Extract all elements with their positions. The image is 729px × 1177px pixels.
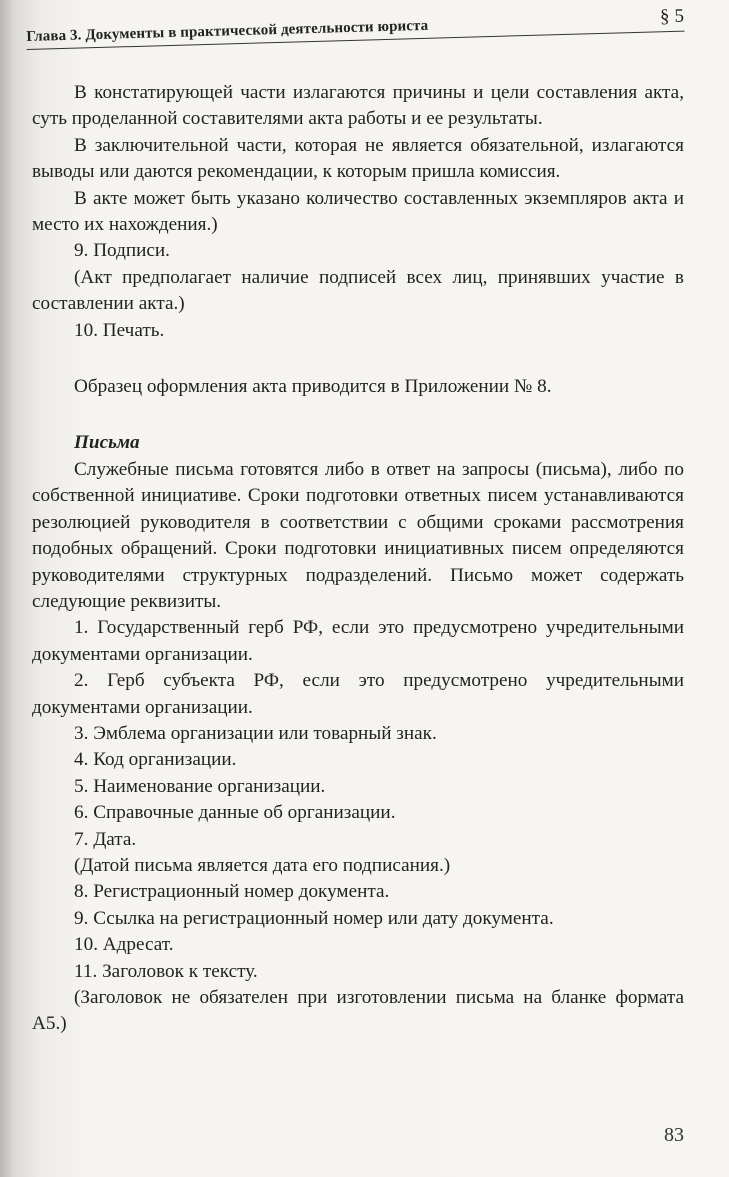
list-item-seal: 10. Печать. — [74, 319, 165, 341]
list-item: 5. Наименование организации. — [74, 775, 326, 797]
list-item: (Датой письма является дата его подписания.) — [74, 854, 451, 876]
paragraph-final-part: В заключительной части, которая не является обязательной, излагаются выводы или даются рекомендации, к которым пришла комиссия. — [32, 134, 684, 183]
page-number: 83 — [664, 1124, 684, 1146]
list-item: 7. Дата. — [74, 828, 137, 850]
list-item: 2. Герб субъекта РФ, если это предусмотрено учредительными документами организации. — [32, 670, 684, 718]
list-item: (Заголовок не обязателен при изготовлении письма на бланке формата А5.) — [32, 987, 684, 1035]
list-item: 9. Ссылка на регистрационный номер или дату документа. — [74, 907, 554, 929]
section-heading-letters: Письма — [74, 432, 140, 454]
spacer — [32, 344, 684, 374]
running-header — [26, 6, 684, 50]
paragraph-copies-count: В акте может быть указано количество составленных экземпляров акта и место их нахождения.) — [32, 187, 684, 236]
section-number: § 5 — [659, 5, 685, 28]
paragraph-ascertaining-part: В констатирующей части излагаются причины и цели составления акта, суть проделанной составителями акта работы и ее результаты. — [32, 82, 684, 130]
list-item: 10. Адресат. — [74, 934, 174, 956]
note-signatures: (Акт предполагает наличие подписей всех лиц, принявших участие в составлении акта.) — [32, 266, 684, 315]
page-body — [32, 80, 684, 1038]
spacer — [32, 400, 684, 430]
list-item: 3. Эмблема организации или товарный знак. — [74, 722, 437, 744]
paragraph-letters-intro: Служебные письма готовятся либо в ответ на запросы (письма), либо по собственной инициативе. Сроки подготовки ответных писем устанавливаются резолюцией руководителя в соответствии с общими сроками рассмотрения подобных обращений. Сроки подготовки инициативных писем определяются руководителями структурных подразделений. Письмо может содержать следующие реквизиты. — [32, 458, 684, 612]
list-item: 1. Государственный герб РФ, если это предусмотрено учредительными документами организации. — [32, 617, 684, 665]
list-item-signatures: 9. Подписи. — [74, 240, 170, 262]
paragraph-sample-reference: Образец оформления акта приводится в Приложении № 8. — [74, 376, 552, 398]
list-item: 8. Регистрационный номер документа. — [74, 881, 390, 903]
list-item: 6. Справочные данные об организации. — [74, 802, 396, 824]
list-item: 11. Заголовок к тексту. — [74, 960, 258, 982]
chapter-title: Глава 3. Документы в практической деятельности юриста — [26, 17, 429, 45]
list-item: 4. Код организации. — [74, 749, 237, 771]
